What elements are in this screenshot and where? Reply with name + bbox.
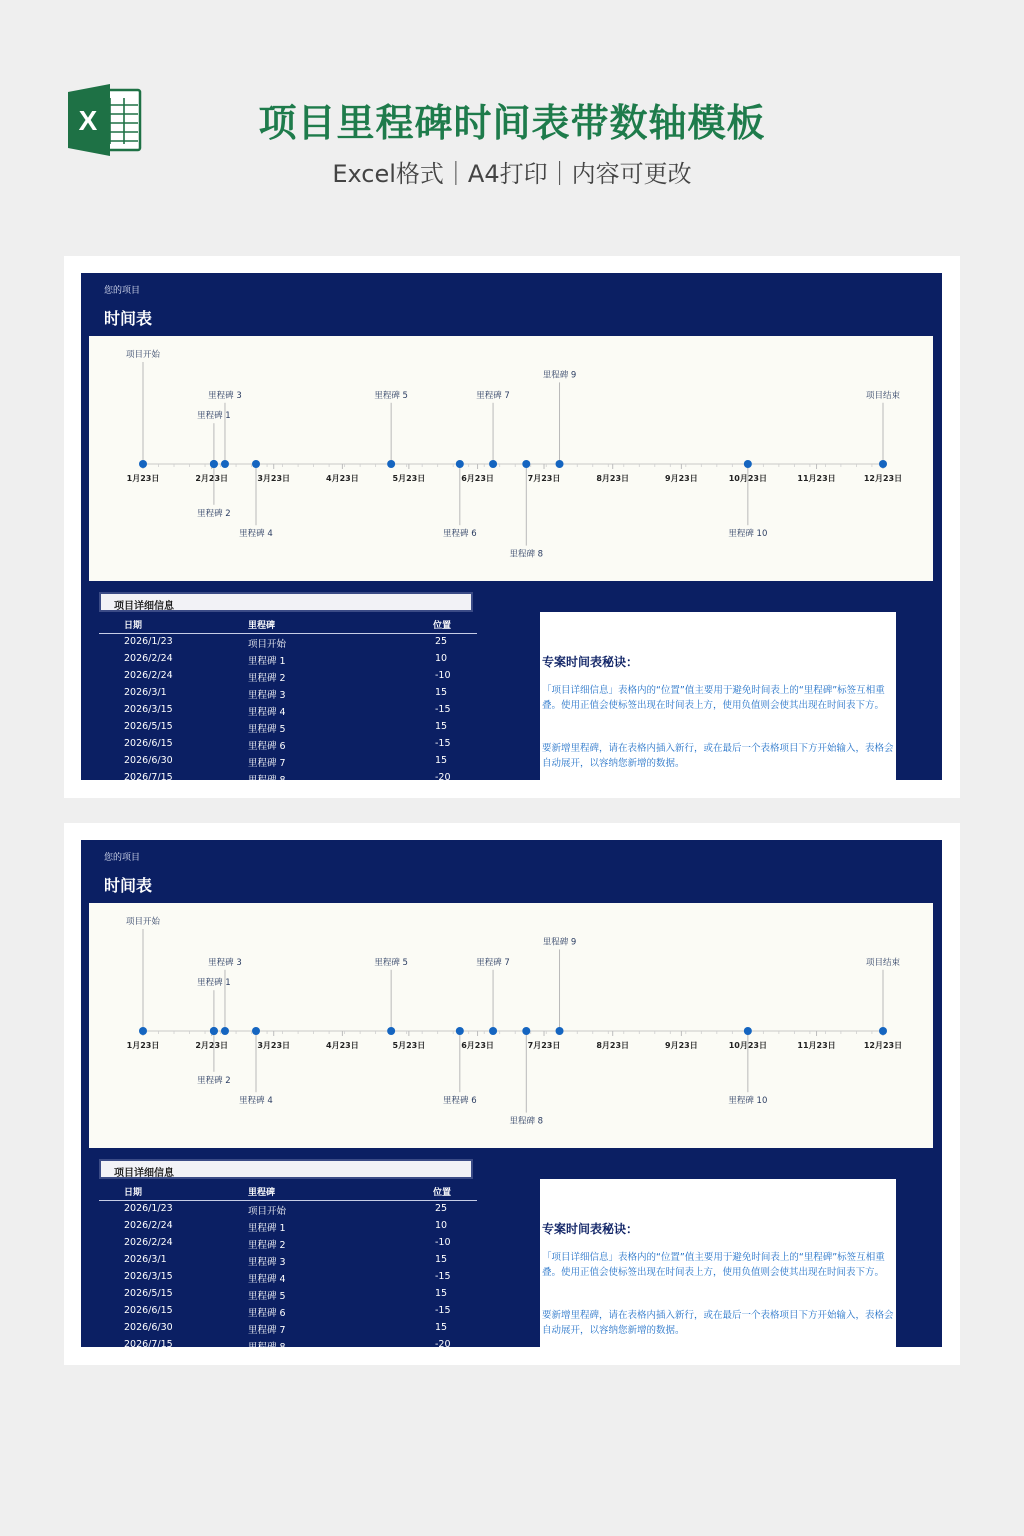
row-date: 2026/2/24 bbox=[124, 670, 173, 681]
page-header bbox=[0, 0, 1024, 230]
row-position: -15 bbox=[435, 1305, 451, 1316]
milestone-label: 里程碑 2 bbox=[197, 1075, 231, 1086]
table-row bbox=[99, 719, 477, 736]
axis-tick-label: 8月23日 bbox=[596, 1041, 630, 1050]
row-date: 2026/1/23 bbox=[124, 636, 173, 647]
row-position: 10 bbox=[435, 1220, 448, 1231]
table-row bbox=[99, 1337, 477, 1354]
axis-tick-label: 4月23日 bbox=[326, 1041, 359, 1050]
axis-tick-label: 7月23日 bbox=[527, 1041, 561, 1050]
row-milestone: 里程碑 1 bbox=[248, 656, 286, 667]
milestone-label: 里程碑 6 bbox=[443, 1096, 477, 1107]
row-milestone: 里程碑 4 bbox=[248, 1274, 286, 1285]
milestone-marker bbox=[556, 460, 564, 468]
row-milestone: 项目开始 bbox=[248, 639, 287, 650]
milestone-marker bbox=[252, 1027, 260, 1035]
milestone-marker bbox=[456, 460, 464, 468]
row-position: -15 bbox=[435, 1271, 451, 1282]
project-details-header: 项目详细信息 bbox=[99, 592, 473, 612]
axis-tick-label: 11月23日 bbox=[797, 1041, 836, 1050]
table-row bbox=[99, 736, 477, 753]
row-milestone: 里程碑 7 bbox=[248, 1325, 286, 1336]
milestone-marker bbox=[139, 1027, 147, 1035]
template-preview-1 bbox=[64, 256, 960, 798]
table-row bbox=[99, 1218, 477, 1235]
row-date: 2026/7/15 bbox=[124, 1339, 173, 1350]
milestone-label: 里程碑 9 bbox=[542, 937, 577, 948]
tips-paragraph-position: 「项目详细信息」表格内的“位置”值主要用于避免时间表上的“里程碑”标签互相重叠。使用正值会使标签出现在时间表上方，使用负值则会使其出现在时间表下方。 bbox=[542, 1252, 885, 1278]
milestone-label: 里程碑 5 bbox=[374, 390, 408, 401]
timeline-chart bbox=[89, 903, 933, 1148]
row-milestone: 里程碑 3 bbox=[248, 1257, 286, 1268]
milestone-label: 里程碑 5 bbox=[374, 957, 408, 968]
axis-tick-label: 3月23日 bbox=[257, 1041, 291, 1050]
row-position: 15 bbox=[435, 687, 448, 698]
timeline-svg bbox=[89, 336, 933, 581]
template-preview-2 bbox=[64, 823, 960, 1365]
row-date: 2026/6/30 bbox=[124, 755, 173, 766]
row-milestone: 里程碑 8 bbox=[248, 775, 286, 786]
row-position: 15 bbox=[435, 755, 448, 766]
axis-tick-label: 1月23日 bbox=[126, 1041, 160, 1050]
table-row bbox=[99, 1320, 477, 1337]
row-milestone: 里程碑 5 bbox=[248, 1291, 286, 1302]
timeline-svg bbox=[89, 903, 933, 1148]
tips-paragraph-add: 要新增里程碑，请在表格内插入新行，或在最后一个表格项目下方开始输入，表格会自动展开，以容纳您新增的数据。 bbox=[542, 1310, 894, 1336]
row-position: 15 bbox=[435, 1254, 448, 1265]
milestone-marker bbox=[879, 1027, 887, 1035]
column-header-date: 日期 bbox=[124, 1188, 143, 1198]
milestone-marker bbox=[489, 1027, 497, 1035]
table-row bbox=[99, 634, 477, 651]
row-milestone: 里程碑 2 bbox=[248, 1240, 286, 1251]
row-milestone: 里程碑 8 bbox=[248, 1342, 286, 1353]
page-title: 项目里程碑时间表带数轴模板 bbox=[258, 101, 766, 145]
row-milestone: 里程碑 6 bbox=[248, 1308, 286, 1319]
milestone-label: 里程碑 6 bbox=[443, 529, 477, 540]
milestone-label: 里程碑 3 bbox=[208, 390, 242, 401]
axis-tick-label: 5月23日 bbox=[392, 474, 426, 483]
milestone-marker bbox=[522, 1027, 530, 1035]
milestone-label: 项目开始 bbox=[125, 350, 161, 360]
your-project-label: 您的项目 bbox=[104, 853, 141, 863]
row-date: 2026/6/15 bbox=[124, 738, 173, 749]
column-header-date: 日期 bbox=[124, 621, 143, 631]
milestone-marker bbox=[879, 460, 887, 468]
milestone-marker bbox=[387, 460, 395, 468]
table-row bbox=[99, 1303, 477, 1320]
milestone-label: 里程碑 3 bbox=[208, 957, 242, 968]
milestone-label: 里程碑 9 bbox=[542, 370, 577, 381]
row-position: 10 bbox=[435, 653, 448, 664]
axis-tick-label: 6月23日 bbox=[461, 474, 494, 483]
axis-tick-label: 10月23日 bbox=[728, 474, 767, 483]
axis-tick-label: 1月23日 bbox=[126, 474, 160, 483]
axis-tick-label: 11月23日 bbox=[797, 474, 836, 483]
row-position: 25 bbox=[435, 636, 448, 647]
milestone-marker bbox=[489, 460, 497, 468]
milestone-marker bbox=[210, 460, 218, 468]
axis-tick-label: 5月23日 bbox=[392, 1041, 426, 1050]
milestone-label: 里程碑 4 bbox=[239, 1096, 273, 1107]
row-milestone: 里程碑 3 bbox=[248, 690, 286, 701]
axis-tick-label: 7月23日 bbox=[527, 474, 561, 483]
column-header-milestone: 里程碑 bbox=[248, 1188, 276, 1198]
tips-paragraph-add: 要新增里程碑，请在表格内插入新行，或在最后一个表格项目下方开始输入，表格会自动展开，以容纳您新增的数据。 bbox=[542, 743, 894, 769]
row-milestone: 里程碑 5 bbox=[248, 724, 286, 735]
row-position: -15 bbox=[435, 738, 451, 749]
row-position: 25 bbox=[435, 1203, 448, 1214]
table-row bbox=[99, 1269, 477, 1286]
tips-paragraph-position: 「项目详细信息」表格内的“位置”值主要用于避免时间表上的“里程碑”标签互相重叠。使用正值会使标签出现在时间表上方，使用负值则会使其出现在时间表下方。 bbox=[542, 685, 885, 711]
milestone-label: 里程碑 8 bbox=[509, 1116, 544, 1127]
milestone-label: 里程碑 1 bbox=[197, 411, 231, 422]
row-date: 2026/3/15 bbox=[124, 704, 173, 715]
milestone-label: 项目结束 bbox=[865, 390, 901, 401]
table-row bbox=[99, 1235, 477, 1252]
milestone-marker bbox=[252, 460, 260, 468]
row-position: -10 bbox=[435, 670, 451, 681]
page-subtitle: Excel格式｜A4打印｜内容可更改 bbox=[332, 160, 692, 188]
axis-tick-label: 4月23日 bbox=[326, 474, 359, 483]
milestone-label: 里程碑 1 bbox=[197, 978, 231, 989]
row-date: 2026/3/1 bbox=[124, 1254, 167, 1265]
row-date: 2026/2/24 bbox=[124, 1220, 173, 1231]
milestone-marker bbox=[221, 1027, 229, 1035]
row-position: 15 bbox=[435, 1288, 448, 1299]
milestone-label: 里程碑 10 bbox=[728, 529, 768, 540]
row-date: 2026/2/24 bbox=[124, 1237, 173, 1248]
timeline-chart bbox=[89, 336, 933, 581]
row-date: 2026/2/24 bbox=[124, 653, 173, 664]
milestone-label: 里程碑 7 bbox=[476, 390, 510, 401]
milestone-label: 里程碑 8 bbox=[509, 549, 544, 560]
excel-logo-letter: X bbox=[78, 105, 98, 136]
milestone-label: 项目开始 bbox=[125, 917, 161, 927]
table-row bbox=[99, 668, 477, 685]
table-row bbox=[99, 685, 477, 702]
table-row bbox=[99, 702, 477, 719]
column-header-milestone: 里程碑 bbox=[248, 621, 276, 631]
milestone-label: 里程碑 10 bbox=[728, 1096, 768, 1107]
row-date: 2026/5/15 bbox=[124, 721, 173, 732]
milestone-marker bbox=[556, 1027, 564, 1035]
row-date: 2026/3/1 bbox=[124, 687, 167, 698]
row-position: 15 bbox=[435, 1322, 448, 1333]
table-row bbox=[99, 770, 477, 787]
row-milestone: 里程碑 7 bbox=[248, 758, 286, 769]
table-row bbox=[99, 651, 477, 668]
milestone-marker bbox=[744, 1027, 752, 1035]
row-milestone: 项目开始 bbox=[248, 1206, 287, 1217]
axis-tick-label: 9月23日 bbox=[665, 1041, 698, 1050]
axis-tick-label: 2月23日 bbox=[195, 474, 229, 483]
axis-tick-label: 2月23日 bbox=[195, 1041, 229, 1050]
column-header-position: 位置 bbox=[433, 621, 452, 631]
milestone-label: 项目结束 bbox=[865, 957, 901, 968]
row-milestone: 里程碑 2 bbox=[248, 673, 286, 684]
row-date: 2026/5/15 bbox=[124, 1288, 173, 1299]
milestone-marker bbox=[221, 460, 229, 468]
milestone-marker bbox=[456, 1027, 464, 1035]
timeline-title: 时间表 bbox=[104, 309, 153, 328]
your-project-label: 您的项目 bbox=[104, 286, 141, 296]
row-milestone: 里程碑 1 bbox=[248, 1223, 286, 1234]
timeline-sheet bbox=[81, 840, 942, 1353]
project-details-header: 项目详细信息 bbox=[99, 1159, 473, 1179]
table-row bbox=[99, 1286, 477, 1303]
row-position: -20 bbox=[435, 772, 451, 783]
row-position: -10 bbox=[435, 1237, 451, 1248]
milestone-marker bbox=[387, 1027, 395, 1035]
axis-tick-label: 8月23日 bbox=[596, 474, 630, 483]
timeline-sheet bbox=[81, 273, 942, 786]
milestone-marker bbox=[139, 460, 147, 468]
axis-tick-label: 12月23日 bbox=[863, 474, 903, 483]
details-table-header bbox=[99, 617, 477, 634]
row-position: -20 bbox=[435, 1339, 451, 1350]
milestone-label: 里程碑 2 bbox=[197, 508, 231, 519]
milestone-label: 里程碑 4 bbox=[239, 529, 273, 540]
milestone-marker bbox=[210, 1027, 218, 1035]
milestone-marker bbox=[522, 460, 530, 468]
row-position: 15 bbox=[435, 721, 448, 732]
column-header-position: 位置 bbox=[433, 1188, 452, 1198]
row-date: 2026/6/15 bbox=[124, 1305, 173, 1316]
milestone-label: 里程碑 7 bbox=[476, 957, 510, 968]
row-position: -15 bbox=[435, 704, 451, 715]
row-milestone: 里程碑 6 bbox=[248, 741, 286, 752]
axis-tick-label: 6月23日 bbox=[461, 1041, 494, 1050]
axis-tick-label: 3月23日 bbox=[257, 474, 291, 483]
axis-tick-label: 10月23日 bbox=[728, 1041, 767, 1050]
tips-box bbox=[540, 1179, 896, 1359]
row-milestone: 里程碑 4 bbox=[248, 707, 286, 718]
tips-title: 专案时间表秘诀： bbox=[542, 655, 639, 669]
tips-box bbox=[540, 612, 896, 792]
milestone-marker bbox=[744, 460, 752, 468]
table-row bbox=[99, 1201, 477, 1218]
tips-title: 专案时间表秘诀： bbox=[542, 1222, 639, 1236]
table-row bbox=[99, 753, 477, 770]
axis-tick-label: 12月23日 bbox=[863, 1041, 903, 1050]
table-row bbox=[99, 1252, 477, 1269]
row-date: 2026/7/15 bbox=[124, 772, 173, 783]
row-date: 2026/3/15 bbox=[124, 1271, 173, 1282]
row-date: 2026/1/23 bbox=[124, 1203, 173, 1214]
row-date: 2026/6/30 bbox=[124, 1322, 173, 1333]
details-table-header bbox=[99, 1184, 477, 1201]
axis-tick-label: 9月23日 bbox=[665, 474, 698, 483]
timeline-title: 时间表 bbox=[104, 876, 153, 895]
